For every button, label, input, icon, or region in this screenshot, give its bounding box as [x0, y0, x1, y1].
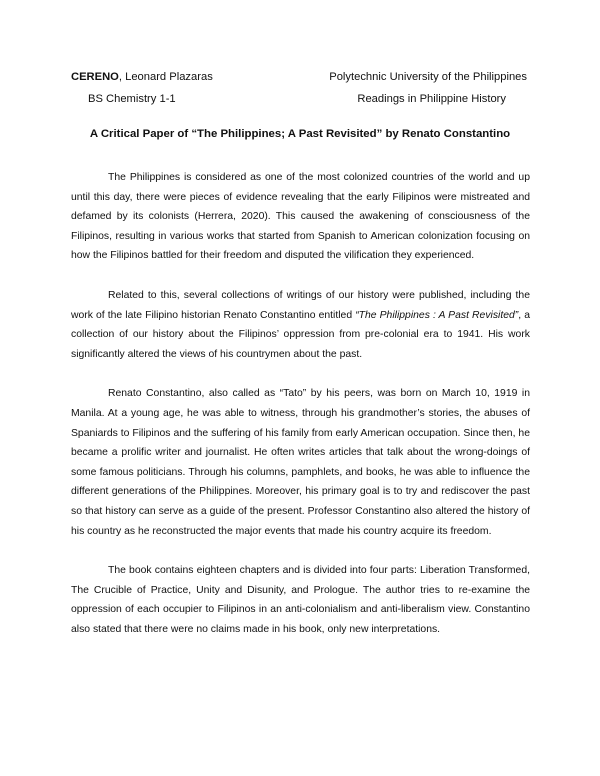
- author-surname: CERENO: [71, 71, 119, 83]
- paragraph-2: [71, 286, 530, 364]
- author-given-names: , Leonard Plazaras: [118, 71, 213, 83]
- paper-title: A Critical Paper of “The Philippines; A Past Revisited” by Renato Constantino: [89, 128, 511, 140]
- book-title-italic: “The Philippines : A Past Revisited”: [355, 309, 519, 321]
- paragraph-3: Renato Constantino, also called as “Tato” by his peers, was born on March 10, 1919 in Manila. At a young age, he was able to witness, through his grandmother’s stories, the abuses of Spaniards to Filipinos and the suffering of his family from early American occupation. Since then, he became a prolific writer and journalist. He often writes articles that talk about the wrong-doings of some famous politicians. Through his columns, pamphlets, and books, he was able to influence the different generations of the Philippines. Moreover, his primary goal is to try and rediscover the past so that history can serve as a guide of the present. Professor Constantino also altered the history of his country as he reconstructed the major events that made his country acquire its freedom.: [71, 388, 530, 537]
- paper-body: [71, 168, 530, 659]
- author-name: [71, 70, 213, 84]
- paragraph-2-rest: , a collection of our history about the Filipinos’ oppression from pre-colonial era to 1941. His work significantly altered the views of his countrymen about the past.: [71, 309, 530, 360]
- paragraph-1: The Philippines is considered as one of the most colonized countries of the world and up until this day, there were pieces of evidence revealing that the early Filipinos were mistreated and defamed by its colonists (Herrera, 2020). This caused the awakening of consciousness of the Filipinos, resulting in various works that started from Spanish to American colonization focusing on how the Filipinos battled for their freedom and disputed the vilification they experienced.: [71, 172, 530, 262]
- paragraph-4: The book contains eighteen chapters and is divided into four parts: Liberation Transformed, The Crucible of Practice, Unity and Disunity, and Prologue. The author tries to re-examine the oppression of each occupier to Filipinos in an anti-colonialism and anti-liberalism view. Constantino also stated that there were no claims made in his book, only new interpretations.: [71, 565, 530, 635]
- course-label: Readings in Philippine History: [357, 93, 506, 105]
- program-label: BS Chemistry 1-1: [88, 93, 176, 105]
- paragraph-2-intro: Related to this, several collections of writings of our history were published, including the work of the late Filipino historian Renato Constantino entitled: [71, 289, 530, 321]
- university-label: Polytechnic University of the Philippines: [329, 71, 527, 83]
